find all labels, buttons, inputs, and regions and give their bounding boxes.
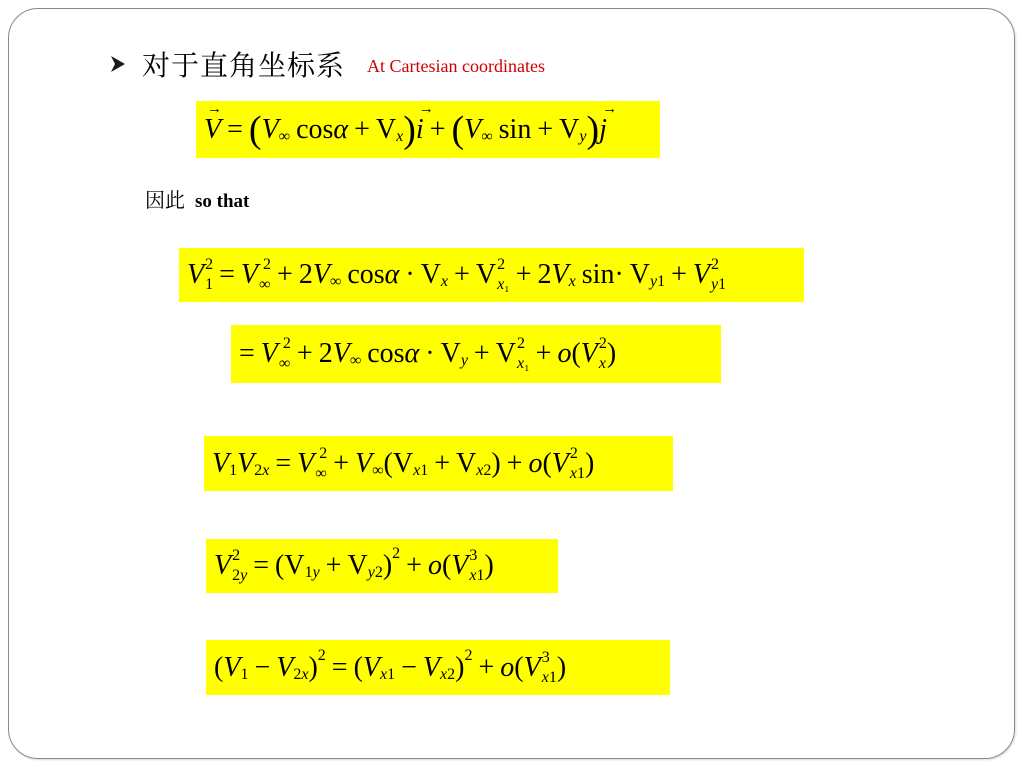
equation-difference-squared: ( V 1 − V 2x ) 2 = ( V x1 − V x2 ) 2 + o ( V 3 x1 )	[206, 640, 670, 695]
equation-v1-squared: V 2 1 = V 2 ∞ + 2 V ∞ cos α · V x + V 2 x₁ + 2 V x sin· V y1 + V 2 y1	[179, 248, 804, 302]
equation-v1-v2x: V 1 V 2x = V 2 ∞ + V ∞ (V x1 + V x2 ) + o ( V 2 x1 )	[204, 436, 673, 491]
equation-v1-squared-continued: = V 2 ∞ + 2 V ∞ cos α · V y + V 2 x₁ + o ( V 2 x )	[231, 325, 721, 383]
subheading	[145, 184, 249, 213]
slide-heading	[110, 44, 545, 84]
equation-v2y-squared: V 2 2y = (V 1y + V y2 ) 2 + o ( V 3 x1 )	[206, 539, 558, 593]
equation-velocity-vector: → V = ( V ∞ cos α + V x ) → i + ( V ∞ sin + V y ) → j	[196, 101, 660, 158]
subheading-english: so that	[195, 191, 250, 212]
subheading-chinese: 因此	[145, 188, 185, 212]
arrow-bullet-icon	[110, 44, 132, 84]
heading-chinese: 对于直角坐标系	[142, 49, 346, 82]
heading-english: At Cartesian coordinates	[367, 55, 545, 76]
